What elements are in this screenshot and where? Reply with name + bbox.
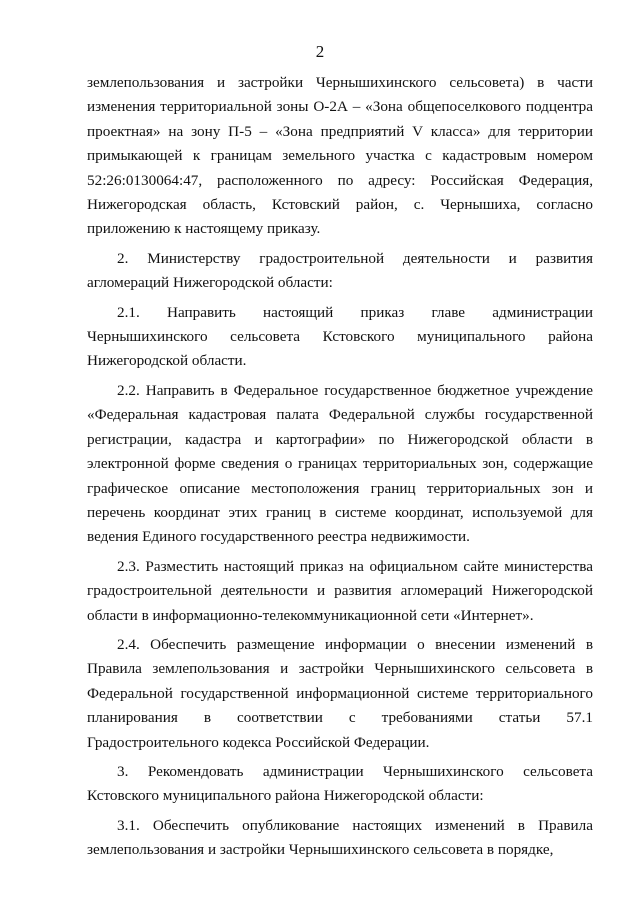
paragraph-item-2-2: 2.2. Направить в Федеральное государственное бюджетное учреждение «Федеральная кадастровая палата Федеральной службы государственной регистрации, кадастра и картографии» по Нижегородской области в электронной форме сведения о границах территориальных зон, содержащие графическое описание местоположения границ территориальных зон и перечень координат этих границ в системе координат, используемой для ведения Единого государственного реестра недвижимости. xyxy=(87,381,593,546)
paragraph-item-2-3: 2.3. Разместить настоящий приказ на официальном сайте министерства градостроительной деятельности и развития агломераций Нижегородской области в информационно-телекоммуникационной сети «Интернет». xyxy=(87,557,593,624)
paragraph-item-2-1: 2.1. Направить настоящий приказ главе администрации Чернышихинского сельсовета Кстовского муниципального района Нижегородской области. xyxy=(87,303,593,370)
document-body xyxy=(87,71,593,863)
paragraph-item-2: 2. Министерству градостроительной деятельности и развития агломераций Нижегородской области: xyxy=(87,249,593,292)
paragraph-item-3-1: 3.1. Обеспечить опубликование настоящих изменений в Правила землепользования и застройки Чернышихинского сельсовета в порядке, xyxy=(87,816,593,859)
page-number: 2 xyxy=(315,42,325,61)
paragraph-item-3: 3. Рекомендовать администрации Чернышихинского сельсовета Кстовского муниципального района Нижегородской области: xyxy=(87,762,593,805)
paragraph-continuation: землепользования и застройки Чернышихинского сельсовета) в части изменения территориальной зоны О-2А – «Зона общепоселкового подцентра проектная» на зону П-5 – «Зона предприятий V класса» для территории примыкающей к границам земельного участка с кадастровым номером 52:26:0130064:47, расположенного по адресу: Российская Федерация, Нижегородская область, Кстовский район, с. Чернышиха, согласно приложению к настоящему приказу. xyxy=(87,74,593,238)
paragraph-item-2-4: 2.4. Обеспечить размещение информации о внесении изменений в Правила землепользования и застройки Чернышихинского сельсовета в Федеральной государственной информационной системе территориального планирования в соответствии с требованиями статьи 57.1 Градостроительного кодекса Российской Федерации. xyxy=(87,635,593,751)
